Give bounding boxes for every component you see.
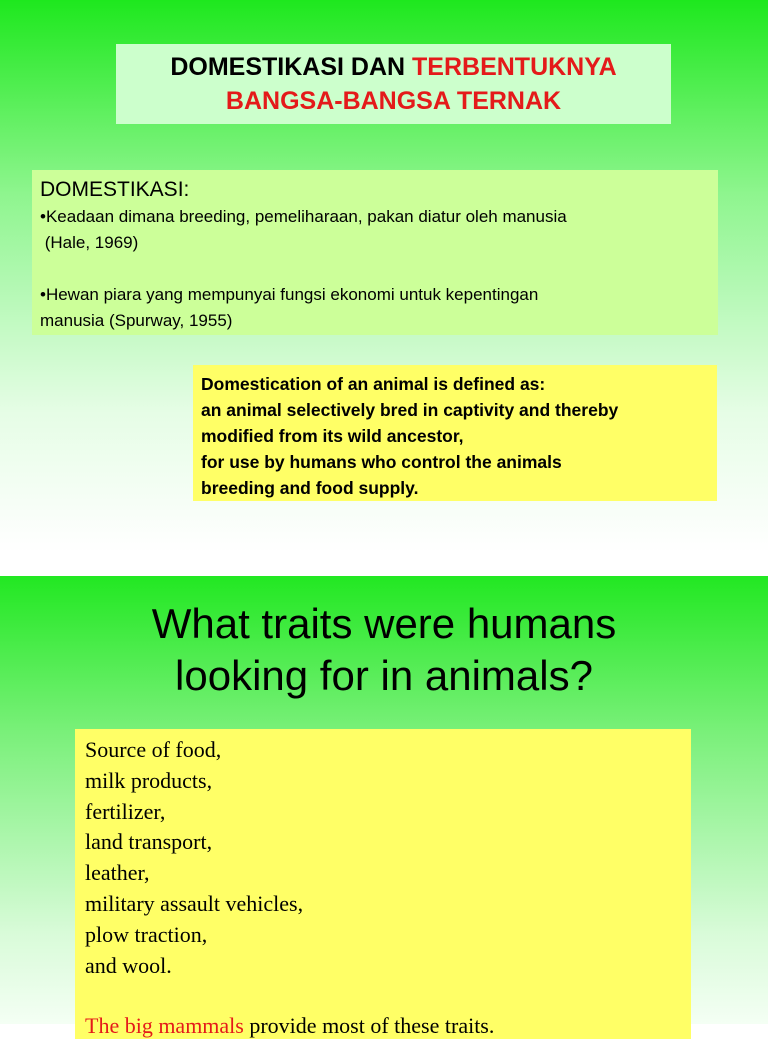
trait-item: milk products, xyxy=(85,767,213,793)
title-part-red: TERBENTUKNYA xyxy=(412,53,617,81)
traits-closing-line xyxy=(85,1011,681,1042)
trait-item: fertilizer, xyxy=(85,798,166,824)
slide-title-box xyxy=(116,44,671,124)
slide-title-line-2: BANGSA-BANGSA TERNAK xyxy=(225,87,562,115)
definition-bullet-1-line-2: (Hale, 1969) xyxy=(40,233,139,252)
definition-heading: DOMESTIKASI: xyxy=(40,178,190,201)
definition-bullet-2-line-2: manusia (Spurway, 1955) xyxy=(40,311,233,330)
english-definition-box xyxy=(193,365,717,501)
trait-item: military assault vehicles, xyxy=(85,890,304,916)
trait-item: Source of food, xyxy=(85,737,222,762)
english-definition-line: for use by humans who control the animals xyxy=(201,452,562,472)
slide-title-line-1 xyxy=(116,50,671,84)
title-part-black: DOMESTIKASI DAN xyxy=(170,53,413,81)
trait-item: and wool. xyxy=(85,952,172,978)
definition-bullet-2-line-1: •Hewan piara yang mempunyai fungsi ekonomi untuk kepentingan xyxy=(40,285,539,304)
english-definition-line: Domestication of an animal is defined as: xyxy=(201,374,546,394)
closing-highlight: The big mammals xyxy=(85,1013,244,1039)
slide-traits xyxy=(0,576,768,1039)
definition-spacer xyxy=(40,256,710,282)
closing-rest: provide most of these traits. xyxy=(243,1013,495,1039)
trait-item: land transport, xyxy=(85,829,213,855)
english-definition-line: an animal selectively bred in captivity and thereby xyxy=(201,400,619,420)
slide-2-title xyxy=(0,598,768,702)
trait-item: leather, xyxy=(85,860,150,886)
slide-2-title-line-1: What traits were humans xyxy=(151,600,617,647)
definition-box xyxy=(32,170,718,335)
definition-bullet-1-line-1: •Keadaan dimana breeding, pemeliharaan, pakan diatur oleh manusia xyxy=(40,207,567,226)
slide-2-title-line-2: looking for in animals? xyxy=(175,652,593,699)
trait-item: plow traction, xyxy=(85,921,208,947)
traits-box xyxy=(75,729,691,1039)
english-definition-line: breeding and food supply. xyxy=(201,478,419,498)
english-definition-line: modified from its wild ancestor, xyxy=(201,426,464,446)
